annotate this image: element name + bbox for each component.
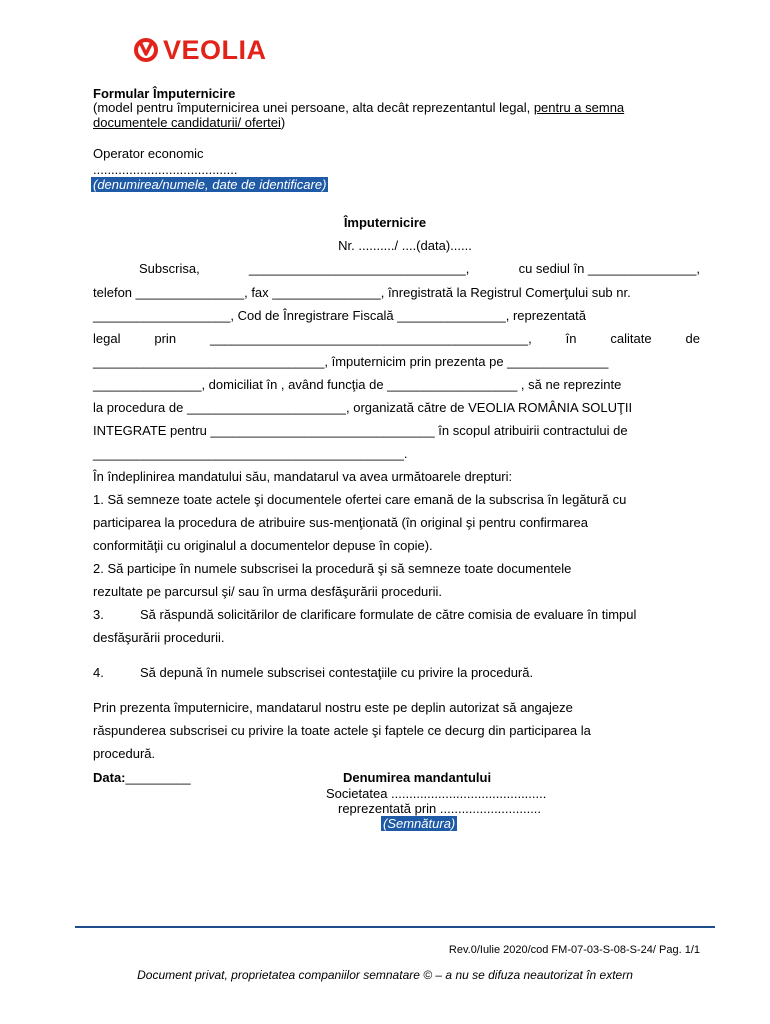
operator-label: Operator economic xyxy=(93,146,204,161)
body-line-3: ___________________, Cod de Înregistrare Fiscală _______________, reprezentată xyxy=(93,308,586,323)
body-legal: legal xyxy=(93,331,121,346)
doc-number: Nr. ........../ ....(data)...... xyxy=(338,238,472,253)
closing-line-3: procedură. xyxy=(93,746,156,761)
operator-dots: ........................................ xyxy=(93,162,238,177)
rights-intro: În îndeplinirea mandatului său, mandatarul va avea următoarele drepturi: xyxy=(93,469,513,484)
body-line-8: INTEGRATE pentru _______________________________ în scopul atribuirii contractului de xyxy=(93,423,628,438)
mandant-label: Denumirea mandantului xyxy=(343,770,492,785)
closing-line-1: Prin prezenta împuternicire, mandatarul nostru este pe deplin autorizat să angajeze xyxy=(93,700,573,715)
signature-hint-highlight: (Semnătura) xyxy=(383,816,456,831)
body-subscrisa: Subscrisa, xyxy=(139,261,200,276)
form-subtitle-line1 xyxy=(93,100,624,115)
veolia-logo-text: VEOLIA xyxy=(163,35,267,65)
body-rep-blank: ____________________________________________, xyxy=(209,331,532,346)
body-line-1 xyxy=(93,261,700,276)
subtitle-underlined-2: documentele candidaturii/ ofertei xyxy=(93,115,281,130)
body-line-4 xyxy=(93,331,700,346)
right-4-number: 4. xyxy=(93,665,104,680)
closing-line-2: răspunderea subscrisei cu privire la toate actele şi faptele ce decurg din participarea la xyxy=(93,723,591,738)
form-subtitle-line2 xyxy=(93,115,285,130)
footer-divider xyxy=(75,926,715,928)
subtitle-text: (model pentru împuternicirea unei persoane, alta decât reprezentantul legal, xyxy=(93,100,534,115)
right-3-line-1: Să răspundă solicitărilor de clarificare formulate de către comisia de evaluare în timpul xyxy=(140,607,637,622)
footer-note: Document privat, proprietatea companiilor semnatare © – a nu se difuza neautorizat în extern xyxy=(137,968,633,982)
right-3-line-2: desfăşurării procedurii. xyxy=(93,630,225,645)
right-1-line-1: 1. Să semneze toate actele şi documentele ofertei care emană de la subscrisa în legătură cu xyxy=(93,492,627,507)
right-2-line-1: 2. Să participe în numele subscrisei la procedură şi să semneze toate documentele xyxy=(93,561,572,576)
body-in: în xyxy=(565,331,577,346)
form-title: Formular Împuternicire xyxy=(93,86,236,101)
body-de: de xyxy=(685,331,700,346)
right-2-line-2: rezultate pe parcursul şi/ sau în urma desfăşurării procedurii. xyxy=(93,584,442,599)
date-field xyxy=(93,770,191,785)
date-blank: _________ xyxy=(125,770,191,785)
operator-hint xyxy=(91,177,328,192)
veolia-logo xyxy=(133,33,273,67)
subtitle-underlined: pentru a semna xyxy=(533,100,625,115)
representative-line: reprezentată prin ............................ xyxy=(338,801,542,816)
right-1-line-2: participarea la procedura de atribuire sus-menţionată (în original şi pentru confirmarea xyxy=(93,515,588,530)
body-sediul: cu sediul în _______________, xyxy=(518,261,700,276)
subtitle-close: ) xyxy=(280,115,286,130)
veolia-logo-icon xyxy=(133,35,159,65)
body-line-7: la procedura de ______________________, organizată către de VEOLIA ROMÂNIA SOLUŢII xyxy=(93,400,633,415)
body-line-5: ________________________________, împuternicim prin prezenta pe ______________ xyxy=(93,354,609,369)
footer-reference: Rev.0/Iulie 2020/cod FM-07-03-S-08-S-24/ Pag. 1/1 xyxy=(448,944,700,956)
right-3-number: 3. xyxy=(93,607,104,622)
date-label: Data: xyxy=(93,770,126,785)
right-1-line-3: conformităţii cu originalul a documentelor depuse în copie). xyxy=(93,538,433,553)
company-line: Societatea ........................................... xyxy=(326,786,547,801)
operator-hint-highlight: (denumirea/numele, date de identificare) xyxy=(93,177,327,192)
body-prin: prin xyxy=(154,331,177,346)
signature-hint xyxy=(381,816,457,831)
right-4-line-1: Să depună în numele subscrisei contestaţiile cu privire la procedură. xyxy=(140,665,534,680)
body-name-blank: ______________________________, xyxy=(248,261,470,276)
body-line-9: ___________________________________________. xyxy=(93,446,408,461)
body-line-2: telefon _______________, fax _______________, înregistrată la Registrul Comerţului sub nr. xyxy=(93,285,631,300)
doc-title: Împuternicire xyxy=(343,215,427,230)
body-calitate: calitate xyxy=(610,331,652,346)
body-line-6: _______________, domiciliat în , având funcţia de __________________ , să ne reprezinte xyxy=(93,377,622,392)
